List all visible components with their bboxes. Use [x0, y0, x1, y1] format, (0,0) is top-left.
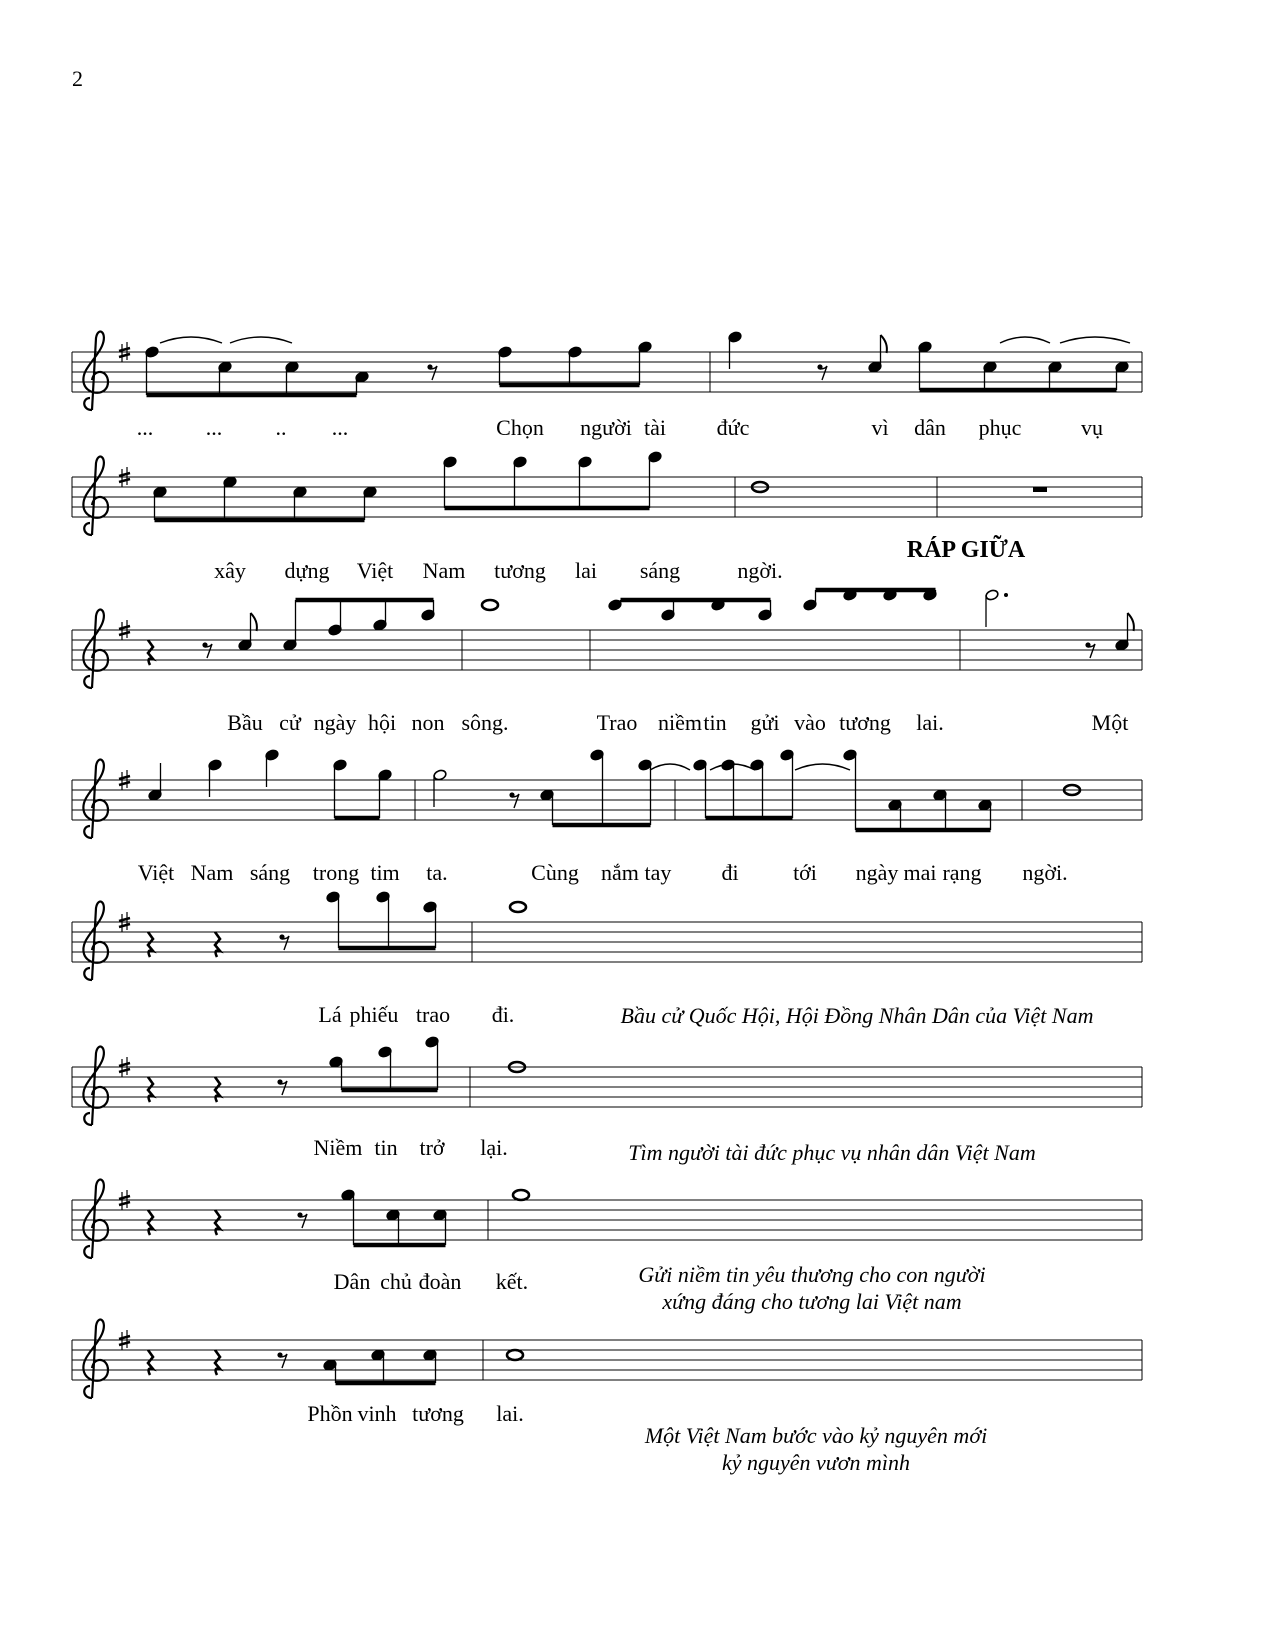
lyric-syllable: Một: [1091, 710, 1129, 735]
tie: [1000, 337, 1050, 343]
lyric-syllable: phục: [978, 415, 1022, 440]
whole-note: [510, 902, 526, 912]
lyric-syllable: Nam: [190, 860, 234, 885]
lyric-syllable: sáng: [639, 558, 681, 583]
whole-note: [482, 600, 498, 610]
staff-system: [72, 1340, 1142, 1380]
treble-clef-icon: [83, 1047, 108, 1125]
lyric-syllable: lai.: [916, 710, 944, 735]
quarter-rest-icon: [215, 1350, 220, 1375]
lyric-syllable: chủ: [380, 1269, 412, 1294]
lyric-syllable: Dân: [333, 1269, 371, 1294]
quarter-rest-icon: [148, 1210, 153, 1235]
lyric-syllable: ...: [205, 415, 223, 440]
quarter-rest-icon: [148, 1350, 153, 1375]
lyric-syllable: Việt: [137, 860, 175, 885]
lyric-syllable: non: [411, 710, 445, 735]
lyric-syllable: kết.: [495, 1269, 529, 1294]
lyric-syllable: Phồn: [307, 1401, 353, 1426]
lyric-syllable: nắm: [601, 860, 639, 885]
lyric-syllable: lại.: [480, 1135, 508, 1160]
lyric-syllable: tương: [839, 710, 891, 735]
lyric-syllable: phiếu: [349, 1002, 399, 1027]
lyric-syllable: lai: [575, 558, 597, 583]
lyric-syllable: Bầu: [227, 710, 263, 735]
lyric-syllable: đức: [716, 415, 750, 440]
lyric-syllable: ta.: [426, 860, 448, 885]
whole-rest-icon: [1033, 487, 1047, 492]
page-number: 2: [72, 66, 83, 91]
lyric-syllable: Việt: [356, 558, 394, 583]
treble-clef-icon: [83, 1320, 108, 1398]
note-flag: [251, 613, 257, 631]
dot: [1004, 593, 1008, 597]
quarter-rest-icon: [215, 1077, 220, 1102]
lyric-syllable: tới: [793, 860, 817, 885]
lyric-syllable: vụ: [1081, 415, 1103, 440]
lyric-syllable: tay: [644, 860, 672, 885]
tie: [230, 337, 292, 343]
lyric-syllable: ngời.: [1022, 860, 1068, 885]
spoken-line: Bầu cử Quốc Hội, Hội Đồng Nhân Dân của Việt Nam: [620, 1003, 1094, 1028]
spoken-line: Tìm người tài đức phục vụ nhân dân Việt Nam: [628, 1140, 1036, 1165]
staff-system: [72, 630, 1142, 670]
lyric-syllable: niềm: [658, 710, 702, 735]
staff-system: [72, 1200, 1142, 1240]
treble-clef-icon: [83, 610, 108, 688]
tie: [650, 764, 690, 770]
lyric-syllable: tương: [412, 1401, 464, 1426]
treble-clef-icon: [83, 457, 108, 535]
lyric-syllable: ngời.: [737, 558, 783, 583]
lyric-syllable: xây: [214, 558, 246, 583]
lyric-syllable: ...: [136, 415, 154, 440]
treble-clef-icon: [83, 332, 108, 410]
lyric-syllable: trở: [419, 1135, 445, 1160]
lyric-syllable: tài: [644, 415, 666, 440]
spoken-line: kỷ nguyên vươn mình: [721, 1450, 911, 1475]
lyric-syllable: hội: [367, 710, 397, 735]
treble-clef-icon: [83, 1180, 108, 1258]
quarter-rest-icon: [215, 1210, 220, 1235]
lyric-syllable: tin: [374, 1135, 398, 1160]
lyric-syllable: sông.: [461, 710, 509, 735]
tie: [795, 764, 850, 770]
lyric-syllable: ngày: [855, 860, 899, 885]
lyric-syllable: đi: [721, 860, 739, 885]
whole-note: [507, 1350, 523, 1360]
spoken-line: Gửi niềm tin yêu thương cho con người: [638, 1262, 986, 1287]
lyric-syllable: Trao: [596, 710, 638, 735]
lyric-syllable: sáng: [249, 860, 291, 885]
lyric-syllable: gửi: [750, 710, 780, 735]
note-flag: [881, 335, 887, 353]
lyric-syllable: Chọn: [496, 415, 544, 440]
lyric-syllable: đi.: [491, 1002, 515, 1027]
staff-system: [72, 1067, 1142, 1107]
quarter-rest-icon: [148, 932, 153, 957]
lyric-syllable: Nam: [422, 558, 466, 583]
lyric-syllable: Cùng: [531, 860, 579, 885]
note-head: [433, 769, 447, 781]
lyric-syllable: ..: [275, 415, 287, 440]
lyric-syllable: người: [580, 415, 632, 440]
lyric-syllable: dân: [914, 415, 946, 440]
lyric-syllable: tương: [494, 558, 546, 583]
lyric-syllable: dựng: [284, 558, 330, 583]
quarter-rest-icon: [148, 1077, 153, 1102]
lyric-syllable: rạng: [942, 860, 982, 885]
lyric-syllable: vào: [794, 710, 826, 735]
lyric-syllable: mai: [903, 860, 937, 885]
tie: [160, 337, 222, 343]
lyric-syllable: tin: [703, 710, 727, 735]
note-flag: [1128, 613, 1134, 631]
lyric-syllable: ...: [331, 415, 349, 440]
lyric-syllable: đoàn: [418, 1269, 462, 1294]
lyric-syllable: trao: [415, 1002, 451, 1027]
note-head: [985, 589, 999, 601]
lyric-syllable: vinh: [357, 1401, 397, 1426]
lyric-syllable: tim: [370, 860, 400, 885]
lyric-syllable: Lá: [318, 1002, 342, 1027]
treble-clef-icon: [83, 760, 108, 838]
lyric-syllable: lai.: [496, 1401, 524, 1426]
whole-note: [513, 1190, 529, 1200]
lyric-syllable: ngày: [313, 710, 357, 735]
tie: [1060, 337, 1130, 343]
section-label: RÁP GIỮA: [906, 537, 1026, 563]
staff-system: [72, 922, 1142, 962]
lyric-syllable: cử: [279, 710, 301, 735]
staff-system: [72, 780, 1142, 820]
quarter-rest-icon: [215, 932, 220, 957]
spoken-line: xứng đáng cho tương lai Việt nam: [662, 1289, 962, 1314]
lyric-syllable: trong: [312, 860, 360, 885]
treble-clef-icon: [83, 902, 108, 980]
lyric-syllable: vì: [871, 415, 889, 440]
quarter-rest-icon: [148, 640, 153, 665]
lyric-syllable: Niềm: [313, 1135, 363, 1160]
spoken-line: Một Việt Nam bước vào kỷ nguyên mới: [644, 1423, 988, 1448]
